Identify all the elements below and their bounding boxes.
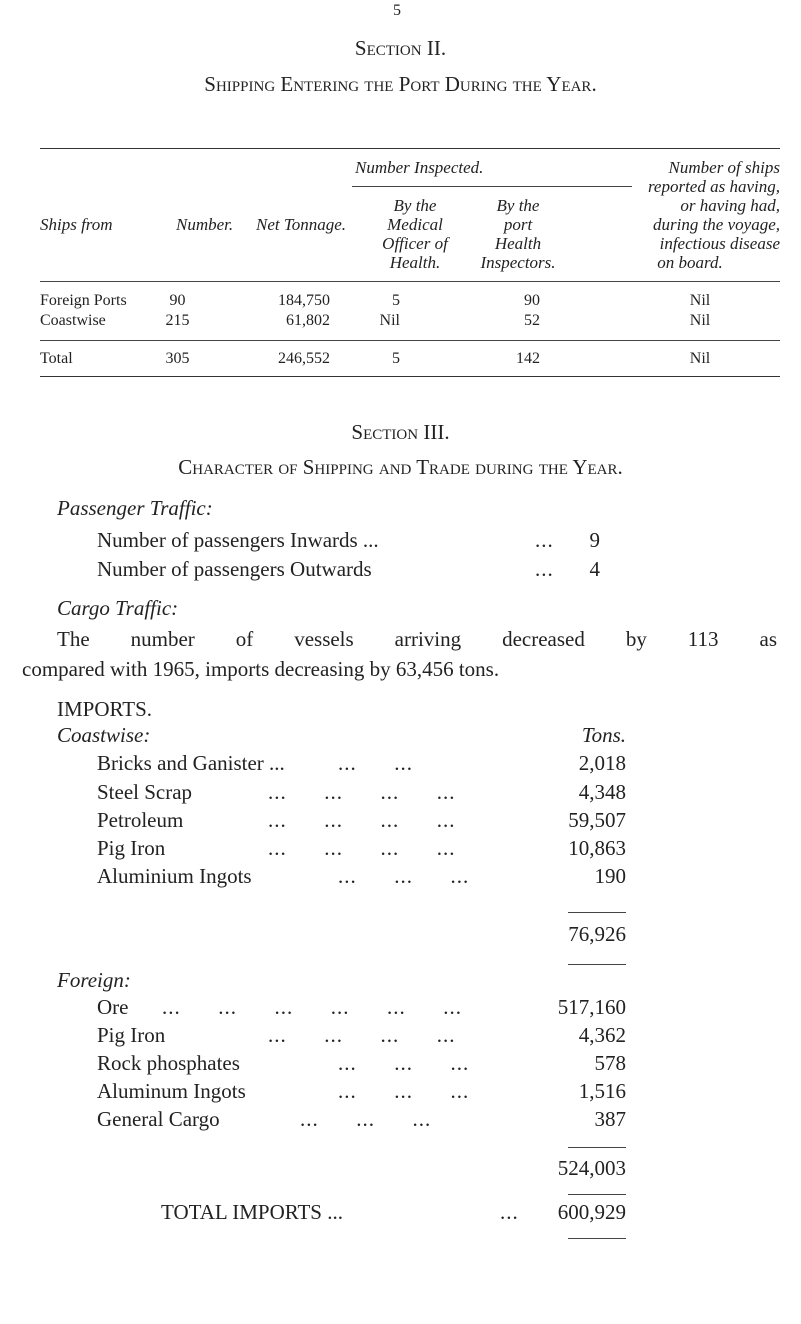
section-2-subtitle: Shipping Entering the Port During the Year. [204,72,597,96]
dot-leader: ... ... ... ... [268,1023,456,1047]
passengers-inwards-value: 9 [589,528,600,552]
header-number: Number. [176,215,234,234]
dot-leader: ... ... ... ... [268,808,456,832]
tons-label: Tons. [581,723,626,747]
totals-rule [40,340,780,341]
foreign-total: 524,003 [557,1156,626,1180]
cell-port: 142 [516,350,540,367]
imports-heading: IMPORTS. [57,697,153,721]
header-medical-line: Medical [387,215,443,234]
dot-leader: ... ... [338,751,413,775]
section-3-subtitle: Character of Shipping and Trade during the Year. [178,455,623,479]
header-ships-from: Ships from [40,215,113,234]
cell-tonnage: 61,802 [286,312,330,329]
cell-number: 90 [169,292,186,309]
import-name: Pig Iron [97,836,166,860]
subtotal-rule [568,964,626,965]
header-reported-line: Number of ships [668,158,780,177]
header-reported-line: on board. [657,253,723,272]
dot-leader: ... [535,528,554,552]
import-name: Aluminium Ingots [97,864,252,888]
import-value: 387 [594,1107,626,1131]
header-reported-line: reported as having, [647,177,780,196]
import-value: 2,018 [578,751,626,775]
header-port-line: port [503,215,533,234]
cell-from: Coastwise [40,312,106,329]
cell-port: 90 [524,292,540,309]
header-medical-line: By the [393,196,437,215]
import-name: Bricks and Ganister ... [97,751,285,775]
import-value: 10,863 [568,836,626,860]
subtotal-rule [568,1194,626,1195]
cell-from: Foreign Ports [40,292,127,309]
header-port-line: Inspectors. [480,253,556,272]
cargo-text-line: The number of vessels arriving decreased by 113 as [57,627,777,651]
section-2-title: Section II. [354,36,447,60]
header-port-line: By the [496,196,540,215]
cell-reported: Nil [689,350,711,367]
import-value: 1,516 [578,1079,626,1103]
import-value: 4,362 [578,1023,626,1047]
import-name: General Cargo [97,1107,220,1131]
import-name: Pig Iron [97,1023,166,1047]
import-value: 517,160 [557,995,626,1019]
passengers-inwards-label: Number of passengers Inwards ... [97,528,379,552]
import-name: Petroleum [97,808,184,832]
header-reported-line: during the voyage, [653,215,780,234]
foreign-heading: Foreign: [57,968,131,992]
cell-tonnage: 246,552 [278,350,330,367]
cargo-traffic-heading: Cargo Traffic: [57,596,179,620]
header-bottom-rule [40,281,780,282]
dot-leader: ... ... ... ... [268,780,456,804]
passengers-outwards-value: 4 [589,557,600,581]
page-number: 5 [393,2,401,19]
header-net-tonnage: Net Tonnage. [256,215,347,234]
import-name: Rock phosphates [97,1051,240,1075]
cell-reported: Nil [689,292,711,309]
header-number-inspected: Number Inspected. [355,158,484,177]
passenger-traffic-heading: Passenger Traffic: [57,496,213,520]
total-imports-value: 600,929 [557,1200,626,1224]
import-name: Steel Scrap [97,780,193,804]
dot-leader: ... [500,1200,519,1224]
cell-medical: Nil [379,312,400,329]
header-medical-line: Health. [389,253,441,272]
cargo-text-line: compared with 1965, imports decreasing by 63,456 tons. [22,657,500,681]
cell-port: 52 [524,312,540,329]
table-bottom-rule [40,376,780,377]
section-3-title: Section III. [351,420,450,444]
coastwise-total: 76,926 [568,922,626,946]
cell-reported: Nil [689,312,711,329]
cell-medical: 5 [392,350,400,367]
subtotal-rule [568,912,626,913]
import-name: Ore [97,995,129,1019]
dot-leader: ... ... ... [338,864,470,888]
import-value: 59,507 [568,808,626,832]
header-port-line: Health [494,234,542,253]
dot-leader: ... ... ... [338,1051,470,1075]
import-value: 4,348 [578,780,626,804]
import-value: 578 [594,1051,626,1075]
passengers-outwards-label: Number of passengers Outwards [97,557,372,581]
cell-medical: 5 [392,292,400,309]
import-name: Aluminum Ingots [97,1079,246,1103]
total-rule [568,1238,626,1239]
dot-leader: ... ... ... ... [268,836,456,860]
total-imports-label: TOTAL IMPORTS ... [161,1200,343,1224]
cell-number: 215 [165,312,190,329]
coastwise-heading: Coastwise: [57,723,151,747]
subtotal-rule [568,1147,626,1148]
table-top-rule [40,148,780,149]
dot-leader: ... ... ... ... ... ... [162,995,462,1019]
dot-leader: ... ... ... [300,1107,432,1131]
header-group-rule [352,186,632,187]
cell-tonnage: 184,750 [278,292,330,309]
import-value: 190 [594,864,626,888]
dot-leader: ... [535,557,554,581]
header-reported-line: or having had, [680,196,780,215]
header-reported-line: infectious disease [659,234,780,253]
header-medical-line: Officer of [382,234,448,253]
cell-number: 305 [165,350,190,367]
dot-leader: ... ... ... [338,1079,470,1103]
cell-from: Total [40,350,73,367]
